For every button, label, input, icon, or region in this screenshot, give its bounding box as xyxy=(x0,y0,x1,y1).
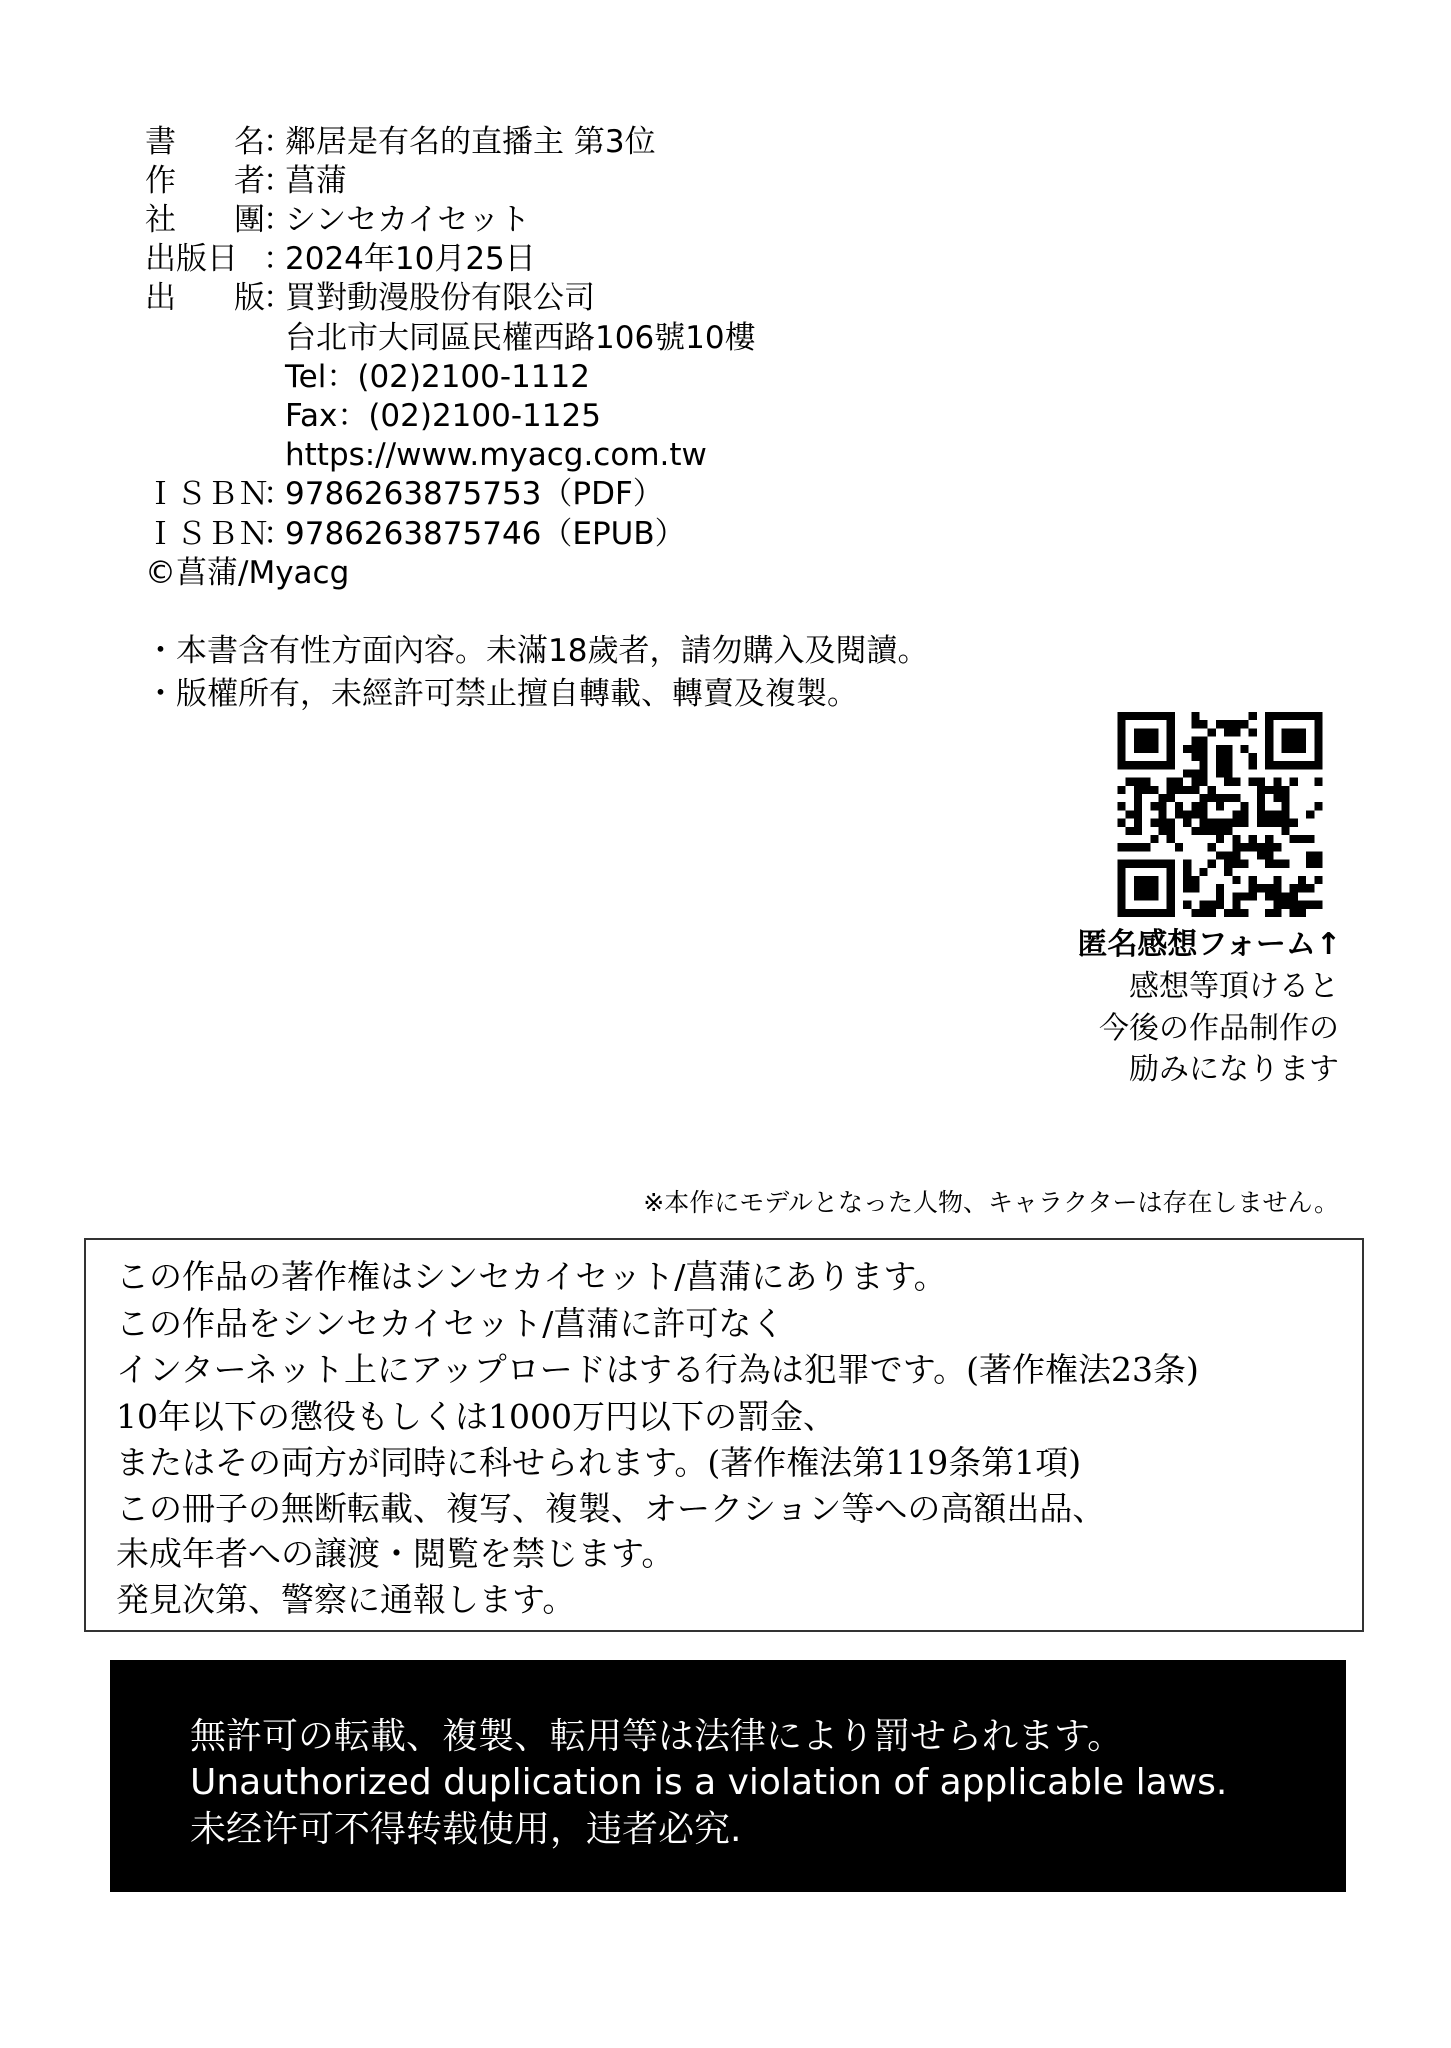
qr-module xyxy=(1200,778,1208,786)
qr-module xyxy=(1273,810,1281,818)
qr-module xyxy=(1200,827,1208,835)
colophon-label: 社 團 xyxy=(145,202,265,238)
qr-module xyxy=(1232,728,1240,736)
qr-module xyxy=(1282,802,1290,810)
qr-module xyxy=(1175,778,1183,786)
qr-module xyxy=(1306,901,1314,909)
qr-module xyxy=(1191,884,1199,892)
qr-module xyxy=(1191,876,1199,884)
colophon-value: https://www.myacg.com.tw xyxy=(285,437,707,473)
qr-module xyxy=(1282,860,1290,868)
qr-module xyxy=(1216,884,1224,892)
qr-module xyxy=(1167,819,1175,827)
qr-module xyxy=(1224,728,1232,736)
qr-module xyxy=(1273,876,1281,884)
qr-module xyxy=(1265,786,1273,794)
qr-module xyxy=(1224,761,1232,769)
qr-module xyxy=(1314,851,1322,859)
qr-module xyxy=(1150,819,1158,827)
qr-code-icon[interactable] xyxy=(1115,712,1325,917)
colophon-value: 菖蒲 xyxy=(285,163,347,199)
qr-module xyxy=(1150,802,1158,810)
qr-module xyxy=(1167,794,1175,802)
qr-module xyxy=(1224,794,1232,802)
qr-module xyxy=(1314,802,1322,810)
qr-module xyxy=(1167,835,1175,843)
qr-module xyxy=(1183,868,1191,876)
colophon-colon: ： xyxy=(263,476,294,512)
qr-module xyxy=(1273,794,1281,802)
qr-module xyxy=(1159,819,1167,827)
qr-module xyxy=(1282,892,1290,900)
qr-module xyxy=(1134,778,1142,786)
qr-module xyxy=(1249,843,1257,851)
qr-module xyxy=(1290,778,1298,786)
qr-module xyxy=(1216,720,1224,728)
qr-module xyxy=(1208,819,1216,827)
qr-module xyxy=(1273,843,1281,851)
colophon-label: ＩＳＢＮ xyxy=(145,476,269,512)
qr-module xyxy=(1273,901,1281,909)
qr-module xyxy=(1183,810,1191,818)
qr-module xyxy=(1298,876,1306,884)
qr-module xyxy=(1314,876,1322,884)
colophon-value: シンセカイセット xyxy=(285,202,531,238)
qr-module xyxy=(1224,860,1232,868)
qr-module xyxy=(1273,778,1281,786)
qr-module xyxy=(1257,843,1265,851)
qr-module xyxy=(1241,819,1249,827)
colophon-colon: ： xyxy=(263,516,294,552)
qr-module xyxy=(1118,786,1126,794)
qr-module xyxy=(1224,778,1232,786)
qr-module xyxy=(1134,802,1142,810)
colophon-value: 鄰居是有名的直播主 第3位 xyxy=(285,124,656,160)
qr-module xyxy=(1183,860,1191,868)
qr-module xyxy=(1191,769,1199,777)
qr-module xyxy=(1191,909,1199,917)
qr-module xyxy=(1249,712,1257,720)
feedback-form-title: 匿名感想フォーム↑ xyxy=(1077,927,1341,962)
legal-line: この作品をシンセカイセット/菖蒲に許可なく xyxy=(116,1304,785,1343)
qr-module xyxy=(1200,819,1208,827)
legal-line: 発見次第、警察に通報します。 xyxy=(116,1580,576,1619)
qr-module xyxy=(1183,819,1191,827)
colophon-label: 出 版 xyxy=(145,280,265,316)
qr-module xyxy=(1159,827,1167,835)
qr-module xyxy=(1282,786,1290,794)
qr-module xyxy=(1249,892,1257,900)
qr-module xyxy=(1232,720,1240,728)
qr-module xyxy=(1232,843,1240,851)
legal-line: 未成年者への譲渡・閲覧を禁じます。 xyxy=(116,1534,675,1573)
qr-module xyxy=(1298,909,1306,917)
qr-module xyxy=(1216,761,1224,769)
qr-module xyxy=(1306,851,1314,859)
qr-module xyxy=(1265,851,1273,859)
qr-module xyxy=(1273,819,1281,827)
qr-module xyxy=(1232,860,1240,868)
qr-module xyxy=(1175,786,1183,794)
qr-module xyxy=(1257,794,1265,802)
qr-module xyxy=(1282,794,1290,802)
feedback-line: 今後の作品制作の xyxy=(1099,1011,1339,1046)
qr-module xyxy=(1200,745,1208,753)
qr-module xyxy=(1298,835,1306,843)
qr-module xyxy=(1224,868,1232,876)
qr-module xyxy=(1306,884,1314,892)
qr-module xyxy=(1216,745,1224,753)
qr-module xyxy=(1167,778,1175,786)
qr-module xyxy=(1216,769,1224,777)
qr-module xyxy=(1282,810,1290,818)
qr-module xyxy=(1224,909,1232,917)
qr-module xyxy=(1200,761,1208,769)
qr-module xyxy=(1175,802,1183,810)
feedback-line: 感想等頂けると xyxy=(1129,969,1339,1004)
feedback-line: 励みになります xyxy=(1129,1052,1339,1087)
qr-module xyxy=(1118,843,1126,851)
qr-module xyxy=(1290,901,1298,909)
qr-module xyxy=(1224,769,1232,777)
qr-module xyxy=(1191,737,1199,745)
colophon-label: ＩＳＢＮ xyxy=(145,516,269,552)
qr-module xyxy=(1257,778,1265,786)
qr-module xyxy=(1232,794,1240,802)
qr-module xyxy=(1126,778,1134,786)
qr-module xyxy=(1224,720,1232,728)
legal-line: 10年以下の懲役もしくは1000万円以下の罰金、 xyxy=(116,1397,836,1436)
warning-chinese: 未经许可不得转载使用，违者必究. xyxy=(190,1809,742,1850)
qr-module xyxy=(1265,884,1273,892)
qr-module xyxy=(1134,794,1142,802)
qr-module xyxy=(1200,720,1208,728)
qr-module xyxy=(1290,819,1298,827)
qr-module xyxy=(1241,909,1249,917)
qr-module xyxy=(1216,794,1224,802)
qr-module xyxy=(1241,720,1249,728)
qr-module xyxy=(1241,745,1249,753)
qr-module xyxy=(1216,901,1224,909)
qr-module xyxy=(1216,851,1224,859)
qr-module xyxy=(1257,786,1265,794)
qr-module xyxy=(1241,860,1249,868)
colophon-colon: ： xyxy=(263,124,294,160)
legal-line: またはその両方が同時に科せられます。(著作権法第119条第1項) xyxy=(116,1443,1082,1482)
qr-module xyxy=(1200,901,1208,909)
qr-module xyxy=(1134,819,1142,827)
colophon-label: 出版日 xyxy=(145,241,238,277)
qr-module xyxy=(1306,835,1314,843)
qr-module xyxy=(1216,835,1224,843)
qr-module xyxy=(1273,860,1281,868)
colophon-value: 2024年10月25日 xyxy=(285,241,536,277)
qr-module xyxy=(1191,745,1199,753)
colophon-colon: ： xyxy=(263,241,294,277)
qr-module xyxy=(1118,802,1126,810)
qr-module xyxy=(1208,728,1216,736)
qr-module xyxy=(1134,786,1142,794)
qr-module xyxy=(1191,827,1199,835)
qr-module xyxy=(1232,835,1240,843)
qr-module xyxy=(1249,835,1257,843)
qr-module xyxy=(1200,737,1208,745)
colophon-colon: ： xyxy=(263,163,294,199)
qr-module xyxy=(1191,712,1199,720)
qr-module xyxy=(1191,753,1199,761)
qr-module xyxy=(1216,892,1224,900)
colophon-colon: ： xyxy=(263,280,294,316)
copyright-warning: ・版權所有，未經許可禁止擅自轉載、轉賣及複製。 xyxy=(145,676,858,712)
qr-module xyxy=(1175,810,1183,818)
qr-module xyxy=(1183,876,1191,884)
qr-module xyxy=(1150,835,1158,843)
qr-module xyxy=(1200,753,1208,761)
qr-module xyxy=(1159,810,1167,818)
qr-module xyxy=(1314,901,1322,909)
qr-module xyxy=(1224,827,1232,835)
qr-module xyxy=(1126,810,1134,818)
qr-module xyxy=(1200,909,1208,917)
qr-module xyxy=(1118,819,1126,827)
unauthorized-duplication-banner xyxy=(110,1660,1346,1892)
qr-module xyxy=(1183,786,1191,794)
qr-module xyxy=(1232,819,1240,827)
legal-line: この作品の著作権はシンセカイセット/菖蒲にあります。 xyxy=(116,1257,947,1296)
qr-module xyxy=(1224,819,1232,827)
qr-module xyxy=(1142,843,1150,851)
qr-module xyxy=(1142,778,1150,786)
qr-module xyxy=(1208,827,1216,835)
qr-module xyxy=(1232,810,1240,818)
qr-module xyxy=(1265,810,1273,818)
qr-module xyxy=(1257,851,1265,859)
qr-module xyxy=(1224,753,1232,761)
qr-module xyxy=(1159,794,1167,802)
qr-module xyxy=(1241,802,1249,810)
qr-module xyxy=(1290,835,1298,843)
qr-module xyxy=(1191,802,1199,810)
qr-module xyxy=(1290,909,1298,917)
copyright-legal-box xyxy=(84,1238,1364,1632)
qr-module xyxy=(1200,810,1208,818)
qr-module xyxy=(1183,745,1191,753)
qr-module xyxy=(1224,851,1232,859)
qr-module xyxy=(1273,909,1281,917)
age-warning: ・本書含有性方面內容。未滿18歲者，請勿購入及閱讀。 xyxy=(145,633,929,669)
qr-module xyxy=(1183,769,1191,777)
qr-module xyxy=(1200,868,1208,876)
qr-module xyxy=(1241,810,1249,818)
fiction-notice: ※本作にモデルとなった人物、キャラクターは存在しません。 xyxy=(643,1188,1339,1217)
qr-module xyxy=(1134,827,1142,835)
qr-module xyxy=(1208,843,1216,851)
colophon-value: 台北市大同區民權西路106號10樓 xyxy=(285,320,756,356)
qr-module xyxy=(1126,827,1134,835)
qr-module xyxy=(1159,802,1167,810)
colophon-label: 作 者 xyxy=(145,163,265,199)
colophon-label: 書 名 xyxy=(145,124,265,160)
qr-module xyxy=(1282,901,1290,909)
qr-module xyxy=(1249,753,1257,761)
qr-module xyxy=(1167,786,1175,794)
qr-module xyxy=(1126,843,1134,851)
qr-module xyxy=(1265,835,1273,843)
colophon-value: 9786263875746（EPUB） xyxy=(285,516,686,552)
warning-english: Unauthorized duplication is a violation of applicable laws. xyxy=(190,1762,1228,1803)
qr-module xyxy=(1273,892,1281,900)
qr-module xyxy=(1265,843,1273,851)
qr-module xyxy=(1208,901,1216,909)
qr-module xyxy=(1232,851,1240,859)
qr-module xyxy=(1208,794,1216,802)
qr-module xyxy=(1290,892,1298,900)
qr-module xyxy=(1232,876,1240,884)
qr-module xyxy=(1290,884,1298,892)
qr-module xyxy=(1208,860,1216,868)
qr-module xyxy=(1249,884,1257,892)
qr-module xyxy=(1191,810,1199,818)
qr-module xyxy=(1273,884,1281,892)
qr-module xyxy=(1216,827,1224,835)
qr-module xyxy=(1249,728,1257,736)
qr-module xyxy=(1241,843,1249,851)
colophon-value: 9786263875753（PDF） xyxy=(285,476,664,512)
colophon-value: Fax：(02)2100-1125 xyxy=(285,398,601,434)
qr-module xyxy=(1208,786,1216,794)
colophon-colon: ： xyxy=(263,202,294,238)
qr-module xyxy=(1224,745,1232,753)
qr-module xyxy=(1200,769,1208,777)
qr-module xyxy=(1306,860,1314,868)
colophon-value: Tel：(02)2100-1112 xyxy=(285,359,590,395)
qr-module xyxy=(1167,827,1175,835)
warning-japanese: 無許可の転載、複製、転用等は法律により罰せられます。 xyxy=(190,1716,1124,1757)
qr-module xyxy=(1249,778,1257,786)
qr-module xyxy=(1150,786,1158,794)
qr-module xyxy=(1208,909,1216,917)
qr-module xyxy=(1200,794,1208,802)
qr-module xyxy=(1314,778,1322,786)
qr-module xyxy=(1265,819,1273,827)
qr-module xyxy=(1282,827,1290,835)
qr-module xyxy=(1298,884,1306,892)
qr-module xyxy=(1134,810,1142,818)
qr-module xyxy=(1306,810,1314,818)
qr-module xyxy=(1249,761,1257,769)
qr-module xyxy=(1257,810,1265,818)
qr-module xyxy=(1314,860,1322,868)
qr-module xyxy=(1298,901,1306,909)
qr-module xyxy=(1232,901,1240,909)
qr-module xyxy=(1241,892,1249,900)
qr-module xyxy=(1191,778,1199,786)
qr-module xyxy=(1257,819,1265,827)
qr-module xyxy=(1142,786,1150,794)
qr-module xyxy=(1200,802,1208,810)
qr-module xyxy=(1175,843,1183,851)
qr-module xyxy=(1257,884,1265,892)
qr-module xyxy=(1191,720,1199,728)
qr-module xyxy=(1249,876,1257,884)
qr-module xyxy=(1232,778,1240,786)
qr-module xyxy=(1183,901,1191,909)
qr-module xyxy=(1265,860,1273,868)
qr-module xyxy=(1216,819,1224,827)
legal-line: インターネット上にアップロードはする行為は犯罪です。(著作権法23条) xyxy=(116,1350,1199,1389)
qr-module xyxy=(1183,884,1191,892)
qr-module xyxy=(1282,819,1290,827)
qr-module xyxy=(1216,753,1224,761)
legal-line: この冊子の無断転載、複写、複製、オークション等への高額出品、 xyxy=(116,1489,1106,1528)
qr-module xyxy=(1216,802,1224,810)
qr-module xyxy=(1273,786,1281,794)
qr-module xyxy=(1134,843,1142,851)
qr-module xyxy=(1265,909,1273,917)
qr-module xyxy=(1257,802,1265,810)
colophon-value: ©菖蒲/Myacg xyxy=(145,555,350,591)
colophon-value: 買對動漫股份有限公司 xyxy=(285,280,595,316)
qr-module xyxy=(1191,786,1199,794)
qr-module xyxy=(1232,909,1240,917)
qr-module xyxy=(1232,892,1240,900)
qr-module xyxy=(1265,892,1273,900)
